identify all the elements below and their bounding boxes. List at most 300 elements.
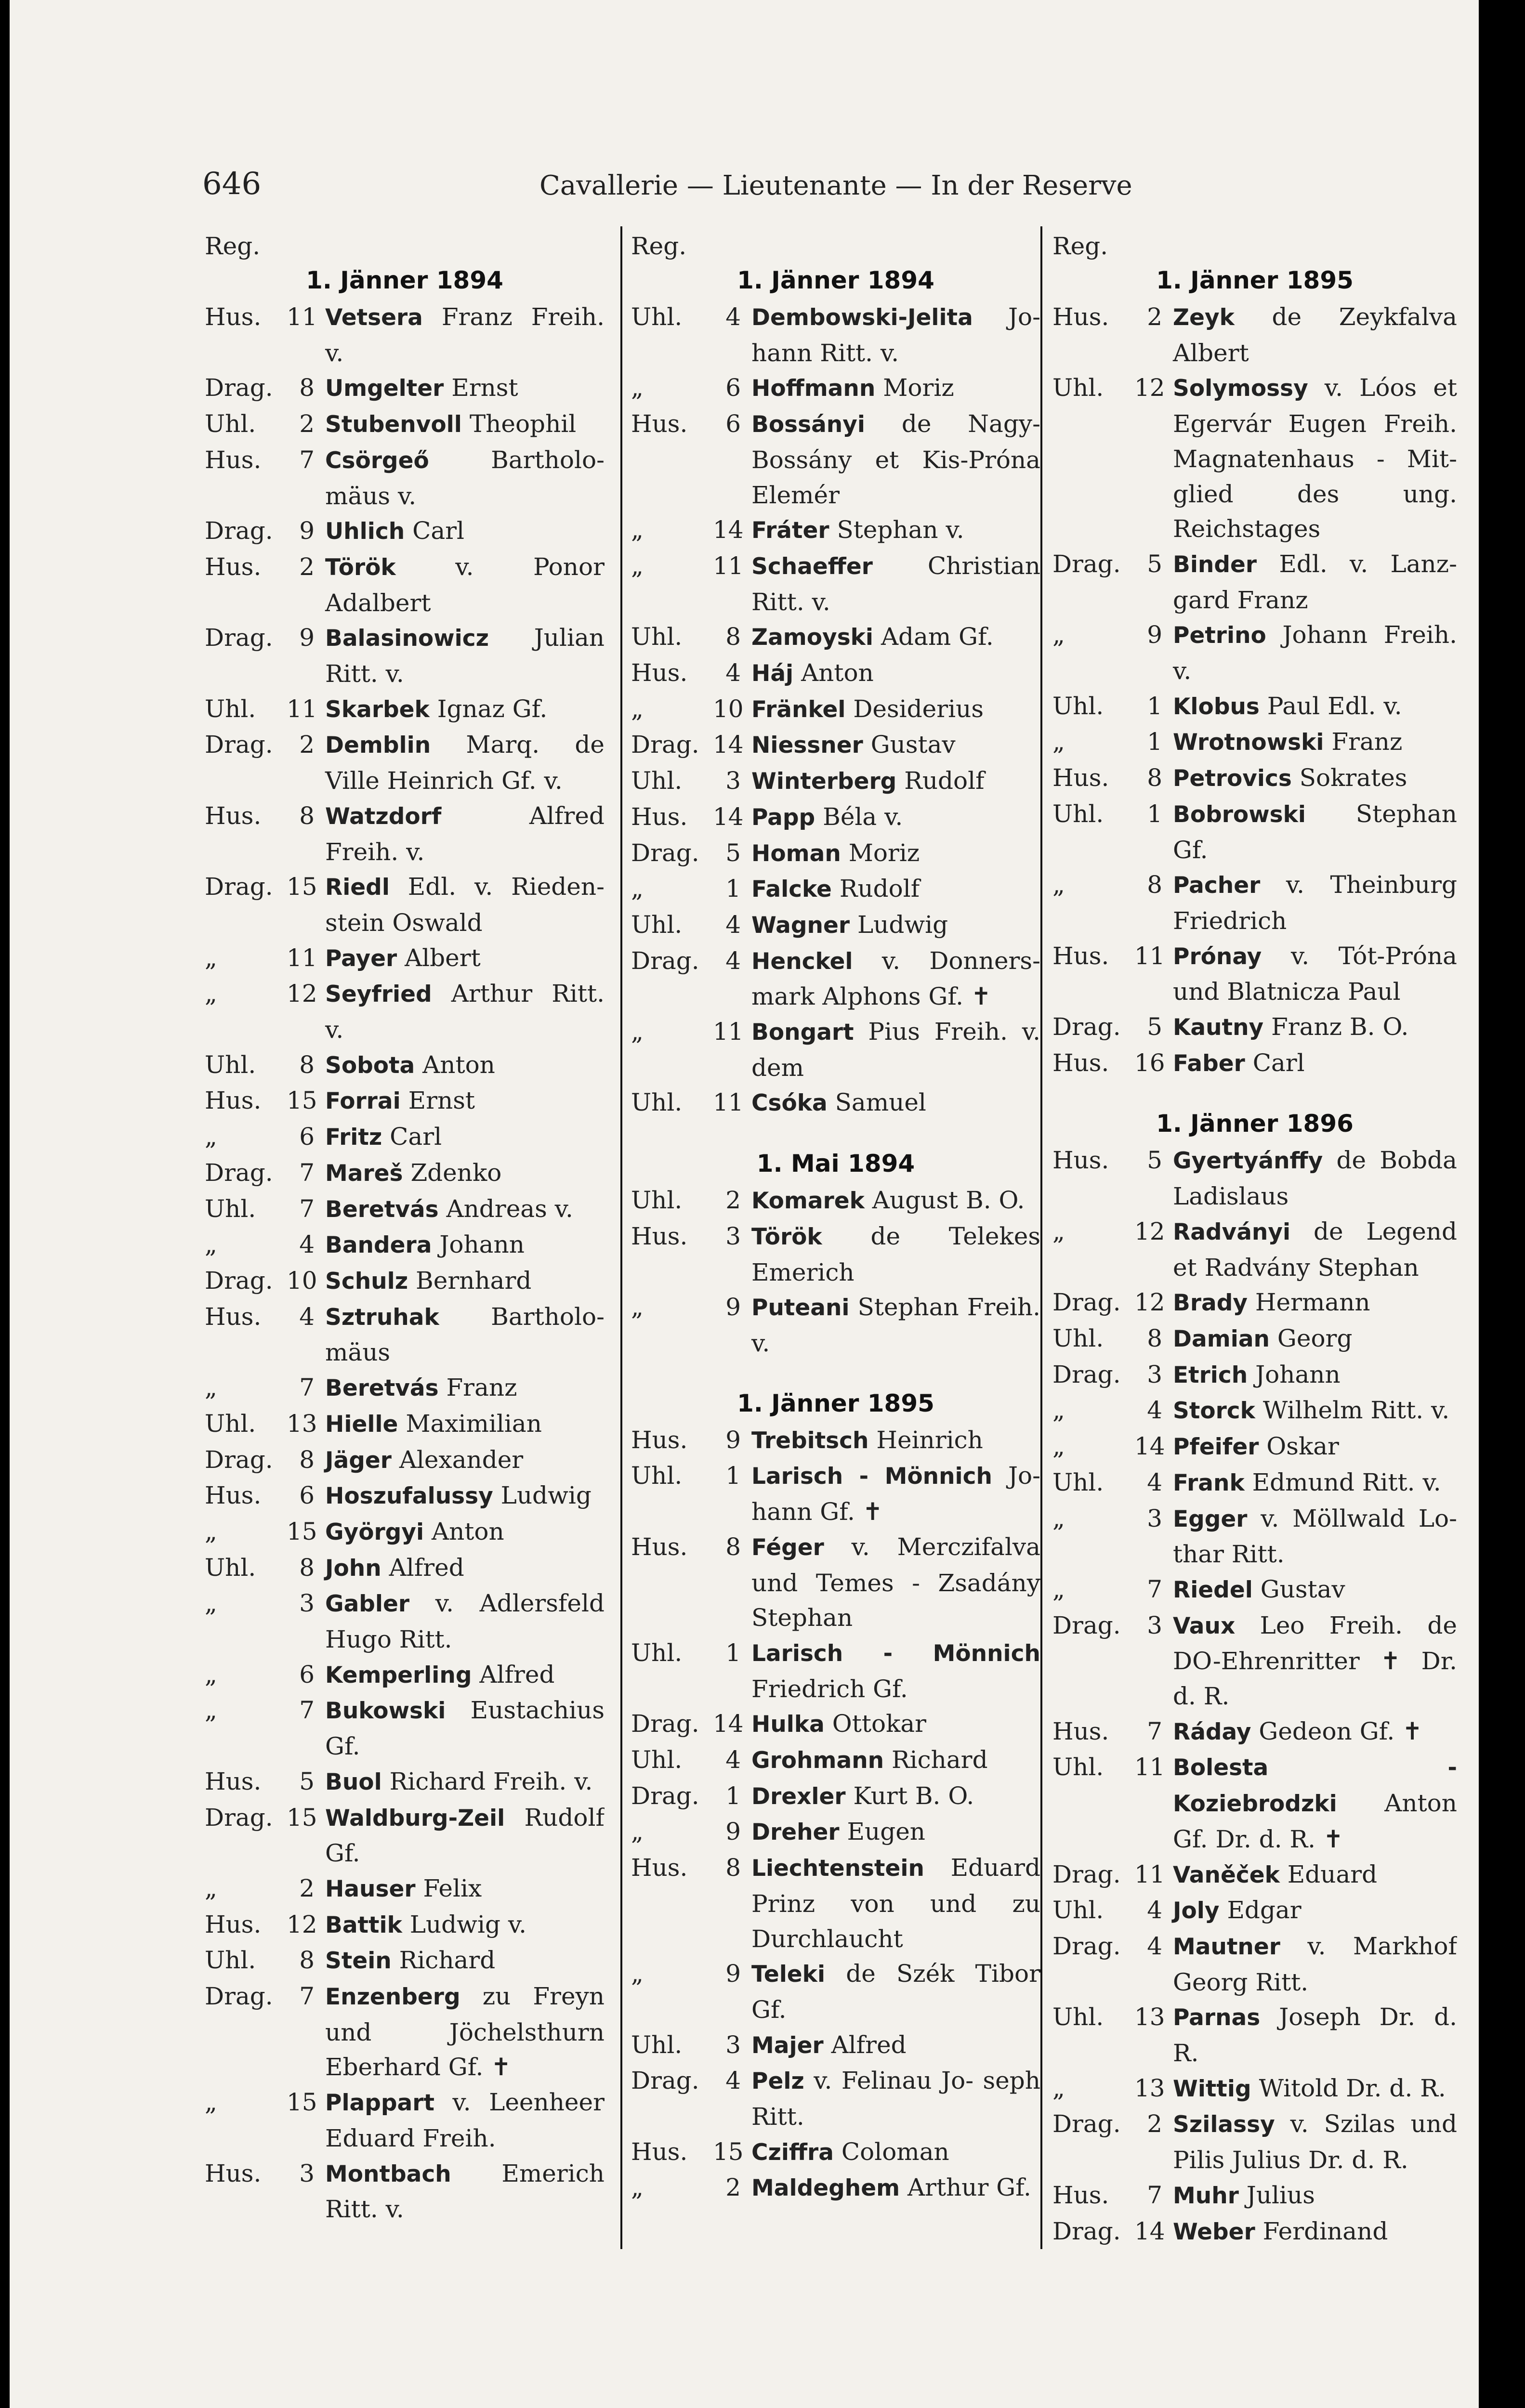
regiment-type: Drag. — [1052, 1611, 1121, 1639]
officer-name — [325, 370, 605, 406]
officer-entry — [631, 1183, 1040, 1219]
regiment-number: 8 — [299, 1445, 315, 1474]
officer-entry — [1052, 1285, 1457, 1321]
regiment-number: 6 — [725, 374, 741, 402]
book-page — [10, 0, 1479, 2408]
surname: Damian — [1173, 1325, 1270, 1352]
regiment-number: 2 — [299, 1874, 315, 1902]
regiment-number: 7 — [1147, 2181, 1162, 2209]
officer-entry — [631, 1814, 1040, 1850]
surname: Petrino — [1173, 622, 1266, 649]
name-details: Witold Dr. d. R. — [1259, 2074, 1446, 2102]
regiment-number: 8 — [299, 801, 315, 830]
regiment-number: 11 — [287, 303, 317, 331]
regiment-type: Uhl. — [1052, 374, 1104, 402]
page-header — [202, 166, 1435, 214]
name-details: Alfred Freih. v. — [325, 801, 605, 866]
regiment-type: Uhl. — [1052, 799, 1104, 828]
regiment-number: 2 — [725, 2173, 741, 2202]
surname: Bossányi — [751, 411, 865, 438]
name-details: Kurt B. O. — [853, 1781, 974, 1810]
regiment-number: 7 — [1147, 1575, 1162, 1603]
name-details: Arthur Ritt. v. — [325, 980, 605, 1044]
officer-name — [325, 1191, 605, 1228]
name-details: Andreas v. — [446, 1194, 573, 1223]
regiment-type: Hus. — [205, 1910, 262, 1938]
regiment-number: 13 — [287, 1409, 317, 1438]
name-details: Sokrates — [1299, 764, 1407, 792]
surname: Vaux — [1173, 1612, 1236, 1639]
surname: Grohmann — [751, 1747, 884, 1774]
regiment-number: 4 — [1147, 1396, 1162, 1425]
regiment-number: 6 — [299, 1481, 315, 1510]
officer-name — [1173, 760, 1457, 797]
name-details: Bernhard — [416, 1266, 532, 1295]
regiment-type: „ — [205, 1874, 217, 1902]
officer-name — [325, 1263, 605, 1299]
surname: Montbach — [325, 2160, 451, 2187]
regiment-number: 3 — [299, 2159, 315, 2187]
regiment-type: Uhl. — [205, 1050, 256, 1079]
surname: Hulka — [751, 1711, 825, 1738]
regiment-number: 6 — [299, 1660, 315, 1688]
name-details: Paul Edl. v. — [1267, 692, 1402, 720]
regiment-number: 14 — [1134, 2217, 1165, 2245]
regiment-type: Drag. — [631, 946, 699, 975]
name-details: Ludwig — [500, 1481, 592, 1510]
officer-name — [1173, 1214, 1457, 1285]
officer-name — [751, 512, 1040, 549]
officer-name — [325, 513, 605, 550]
regiment-type: Hus. — [1052, 2181, 1109, 2209]
name-details: Maximilian — [406, 1409, 542, 1438]
officer-name — [751, 2028, 1040, 2064]
regiment-number: 5 — [725, 838, 741, 867]
surname: Török — [751, 1223, 822, 1250]
regiment-type: „ — [1052, 1396, 1065, 1425]
regiment-number: 9 — [1147, 621, 1162, 649]
officer-name — [751, 1458, 1040, 1529]
officer-name — [325, 1442, 605, 1479]
regiment-type: Hus. — [1052, 1146, 1109, 1175]
officer-name — [751, 1779, 1040, 1815]
reg-label: Reg. — [205, 232, 261, 260]
officer-name — [325, 727, 605, 798]
regiment-number: 8 — [299, 1050, 315, 1079]
officer-entry — [205, 1227, 605, 1263]
surname: Storck — [1173, 1398, 1255, 1425]
officer-entry — [631, 727, 1040, 763]
regiment-number: 2 — [299, 410, 315, 438]
officer-entry — [631, 943, 1040, 1014]
surname: Frank — [1173, 1469, 1245, 1496]
regiment-number: 8 — [1147, 764, 1162, 792]
name-details: Moriz — [848, 838, 920, 867]
surname: Riedl — [325, 874, 390, 901]
officer-entry — [205, 692, 605, 728]
officer-name — [325, 1800, 605, 1871]
regiment-number: 10 — [713, 694, 744, 723]
name-details: Stephan Freih. v. — [751, 1293, 1040, 1357]
regiment-number: 15 — [287, 1086, 317, 1115]
surname: Mareš — [325, 1160, 403, 1187]
officer-entry — [205, 798, 605, 869]
officer-entry — [1052, 2071, 1457, 2107]
officer-name — [1173, 724, 1457, 760]
regiment-type: „ — [631, 374, 644, 402]
officer-entry — [205, 1657, 605, 1693]
column-3 — [1052, 231, 1457, 2273]
officer-entry — [205, 1871, 605, 1907]
officer-name — [325, 1047, 605, 1084]
officer-entry — [1052, 1429, 1457, 1465]
officer-entry — [205, 1299, 605, 1370]
officer-entry — [631, 1290, 1040, 1361]
column-divider — [1040, 226, 1042, 2249]
regiment-type: „ — [1052, 1217, 1065, 1245]
regiment-type: Drag. — [205, 624, 273, 652]
regiment-type: Uhl. — [205, 1553, 256, 1582]
officer-name — [1173, 300, 1457, 370]
name-details: Bartholo- mäus — [325, 1302, 605, 1367]
regiment-number: 2 — [299, 731, 315, 759]
surname: Hoffmann — [751, 375, 876, 402]
officer-name — [751, 907, 1040, 943]
regiment-type: Uhl. — [1052, 1324, 1104, 1352]
regiment-type: Drag. — [631, 1781, 699, 1810]
officer-entry — [205, 1514, 605, 1550]
surname: Csóka — [751, 1090, 828, 1117]
surname: Zeyk — [1173, 304, 1235, 331]
regiment-type: Uhl. — [1052, 2003, 1104, 2031]
name-details: Leo Freih. de DO-Ehrenritter ✝ Dr. d. R. — [1173, 1611, 1457, 1711]
officer-entry — [631, 1636, 1040, 1706]
name-details: Moriz — [883, 374, 954, 402]
officer-entry — [205, 1442, 605, 1479]
regiment-number: 8 — [725, 1532, 741, 1561]
officer-name — [751, 1085, 1040, 1121]
officer-entry — [205, 869, 605, 940]
surname: Bobrowski — [1173, 801, 1306, 828]
officer-entry — [1052, 689, 1457, 725]
regiment-type: Uhl. — [631, 1746, 683, 1774]
name-details: Anton Gf. Dr. d. R. ✝ — [1173, 1789, 1457, 1853]
regiment-number: 9 — [725, 1426, 741, 1454]
regiment-number: 11 — [713, 1088, 744, 1117]
officer-name — [325, 550, 605, 620]
surname: Dreher — [751, 1819, 840, 1846]
officer-name — [1173, 1393, 1457, 1429]
regiment-number: 3 — [725, 2030, 741, 2059]
regiment-type: Drag. — [631, 2067, 699, 2095]
regiment-type: Hus. — [205, 1302, 262, 1331]
regiment-type: Uhl. — [1052, 692, 1104, 720]
name-details: Hermann — [1255, 1288, 1370, 1317]
name-details: v. Merczifalva und Temes - Zsadány Stephan — [751, 1532, 1040, 1632]
regiment-type: Uhl. — [631, 767, 683, 795]
officer-entry — [1052, 2178, 1457, 2214]
officer-name — [1173, 547, 1457, 617]
officer-entry — [1052, 1143, 1457, 1214]
name-details: Alfred — [389, 1553, 464, 1582]
name-details: Béla v. — [823, 802, 903, 831]
regiment-type: Hus. — [631, 410, 688, 438]
regiment-type: „ — [205, 1696, 217, 1725]
surname: Homan — [751, 840, 841, 867]
officer-name — [325, 1478, 605, 1514]
name-details: Julian Ritt. v. — [325, 624, 605, 688]
surname: Majer — [751, 2032, 824, 2059]
officer-entry — [1052, 724, 1457, 760]
regiment-number: 15 — [287, 873, 317, 901]
name-details: Coloman — [841, 2137, 949, 2166]
officer-entry — [631, 1085, 1040, 1121]
regiment-type: „ — [631, 1960, 644, 1988]
regiment-number: 1 — [1147, 728, 1162, 756]
officer-name — [325, 1764, 605, 1800]
name-details: Julius — [1246, 2181, 1315, 2209]
surname: Liechtenstein — [751, 1855, 924, 1882]
surname: Kautny — [1173, 1014, 1264, 1041]
name-details: Franz B. O. — [1271, 1013, 1409, 1041]
surname: Kemperling — [325, 1662, 472, 1688]
officer-name — [325, 1155, 605, 1191]
regiment-type: Uhl. — [631, 303, 683, 331]
regiment-type: „ — [631, 1818, 644, 1846]
surname: Stein — [325, 1948, 392, 1975]
officer-entry — [205, 1370, 605, 1406]
regiment-number: 7 — [299, 1194, 315, 1223]
surname: Muhr — [1173, 2182, 1239, 2209]
regiment-type: Hus. — [205, 1481, 262, 1510]
name-details: Edl. v. Lanz- gard Franz — [1173, 550, 1457, 614]
officer-entry — [205, 2156, 605, 2227]
name-details: Ernst — [451, 374, 518, 402]
regiment-type: Drag. — [631, 838, 699, 867]
surname: Cziffra — [751, 2139, 834, 2166]
surname: Pelz — [751, 2068, 804, 2095]
regiment-number: 4 — [725, 1746, 741, 1774]
section-date-heading: 1. Jänner 1896 — [1156, 1110, 1354, 1138]
regiment-number: 8 — [299, 1553, 315, 1582]
regiment-number: 5 — [1147, 1146, 1162, 1175]
officer-entry — [205, 1155, 605, 1191]
surname: Balasinowicz — [325, 625, 489, 652]
officer-entry — [205, 550, 605, 620]
regiment-type: „ — [205, 943, 217, 972]
officer-entry — [205, 1586, 605, 1657]
surname: Schaeffer — [751, 553, 873, 580]
regiment-type: Uhl. — [631, 1638, 683, 1667]
surname: Bukowski — [325, 1698, 446, 1725]
officer-name — [1173, 1572, 1457, 1608]
surname: Riedel — [1173, 1576, 1253, 1603]
officer-name — [751, 619, 1040, 655]
name-details: Marq. de Ville Heinrich Gf. v. — [325, 731, 605, 795]
regiment-type: Hus. — [205, 801, 262, 830]
officer-name — [1173, 1608, 1457, 1714]
regiment-number: 4 — [725, 303, 741, 331]
name-details: Samuel — [835, 1088, 926, 1117]
officer-name — [325, 1083, 605, 1119]
surname: Skarbek — [325, 696, 430, 723]
officer-entry — [205, 1263, 605, 1299]
surname: Etrich — [1173, 1361, 1248, 1388]
regiment-type: Drag. — [205, 1445, 273, 1474]
regiment-number: 11 — [1134, 1860, 1165, 1888]
regiment-number: 6 — [299, 1123, 315, 1151]
name-details: Johann — [1255, 1360, 1341, 1388]
name-details: Anton — [431, 1517, 504, 1545]
name-details: Anton — [801, 659, 874, 687]
section-date-heading: 1. Jänner 1895 — [737, 1389, 934, 1417]
officer-name — [325, 1979, 605, 2085]
officer-entry — [631, 512, 1040, 549]
regiment-type: „ — [205, 1374, 217, 1402]
surname: Enzenberg — [325, 1984, 460, 2011]
section-date-heading: 1. Jänner 1894 — [737, 266, 934, 294]
regiment-type: „ — [205, 2088, 217, 2117]
surname: Winterberg — [751, 768, 897, 795]
name-details: Stephan Gf. — [1173, 799, 1457, 864]
name-details: Gedeon Gf. ✝ — [1259, 1717, 1423, 1745]
name-details: Eduard Prinz von und zu Durchlaucht — [751, 1854, 1040, 1953]
name-details: Edmund Ritt. v. — [1252, 1468, 1441, 1496]
regiment-number: 6 — [725, 410, 741, 438]
regiment-number: 2 — [1147, 303, 1162, 331]
regiment-type: Hus. — [631, 1532, 688, 1561]
regiment-type: Drag. — [205, 873, 273, 901]
regiment-type: „ — [631, 516, 644, 544]
name-details: Bartholo- mäus v. — [325, 445, 605, 510]
surname: Csörgeő — [325, 447, 429, 474]
officer-name — [1173, 617, 1457, 688]
surname: Pfeifer — [1173, 1434, 1259, 1461]
officer-entry — [205, 1191, 605, 1228]
regiment-type: „ — [205, 1123, 217, 1151]
regiment-type: Hus. — [205, 2159, 262, 2187]
regiment-type: Uhl. — [1052, 1896, 1104, 1924]
name-details: Alfred — [831, 2030, 907, 2059]
regiment-type: Drag. — [1052, 2217, 1121, 2245]
name-details: Carl — [1252, 1048, 1305, 1077]
officer-name — [1173, 1714, 1457, 1750]
regiment-type: Hus. — [1052, 1048, 1109, 1077]
regiment-number: 11 — [713, 551, 744, 580]
regiment-type: Hus. — [205, 445, 262, 474]
regiment-number: 12 — [287, 980, 317, 1008]
surname: Sobota — [325, 1052, 415, 1079]
officer-name — [1173, 1893, 1457, 1929]
surname: Umgelter — [325, 375, 444, 402]
officer-name — [325, 300, 605, 370]
name-details: Jo- hann Gf. ✝ — [751, 1462, 1040, 1526]
regiment-type: Uhl. — [631, 623, 683, 651]
surname: Zamoyski — [751, 624, 874, 651]
name-details: Ignaz Gf. — [437, 694, 548, 723]
name-details: Rudolf Gf. — [325, 1803, 605, 1868]
surname: Ráday — [1173, 1718, 1251, 1745]
name-details: Ludwig — [857, 910, 948, 939]
officer-name — [1173, 1321, 1457, 1357]
surname: Gyertyánffy — [1173, 1148, 1323, 1175]
regiment-number: 3 — [1147, 1360, 1162, 1388]
surname: Maldeghem — [751, 2175, 900, 2202]
surname: Klobus — [1173, 693, 1260, 720]
regiment-number: 1 — [725, 1781, 741, 1810]
officer-entry — [1052, 2107, 1457, 2177]
surname: Trebitsch — [751, 1427, 869, 1454]
name-details: Stephan v. — [837, 516, 964, 544]
regiment-number: 15 — [287, 1517, 317, 1545]
officer-name — [751, 300, 1040, 370]
officer-entry — [1052, 1750, 1457, 1857]
regiment-number: 2 — [725, 1186, 741, 1215]
name-details: Friedrich Gf. — [751, 1675, 908, 1703]
officer-entry — [631, 799, 1040, 836]
officer-name — [325, 1406, 605, 1442]
regiment-number: 11 — [287, 694, 317, 723]
officer-name — [751, 1290, 1040, 1361]
regiment-number: 7 — [299, 1374, 315, 1402]
surname: Mautner — [1173, 1933, 1280, 1960]
surname: Puteani — [751, 1295, 850, 1322]
officer-name — [751, 1530, 1040, 1636]
officer-entry — [205, 1406, 605, 1442]
officer-name — [1173, 797, 1457, 867]
regiment-type: Hus. — [1052, 764, 1109, 792]
regiment-type: Drag. — [1052, 550, 1121, 578]
officer-entry — [1052, 1608, 1457, 1714]
regiment-number: 14 — [713, 516, 744, 544]
regiment-number: 13 — [1134, 2003, 1165, 2031]
regiment-type: Drag. — [205, 374, 273, 402]
officer-entry — [1052, 1929, 1457, 2000]
regiment-number: 4 — [1147, 1932, 1162, 1960]
regiment-number: 14 — [713, 731, 744, 759]
regiment-number: 7 — [299, 1982, 315, 2011]
regiment-type: Hus. — [631, 802, 688, 831]
officer-entry — [631, 1956, 1040, 2027]
name-details: Felix — [423, 1874, 482, 1902]
officer-entry — [631, 871, 1040, 907]
regiment-type: Hus. — [205, 552, 262, 581]
surname: Hielle — [325, 1411, 398, 1438]
officer-name — [751, 692, 1040, 728]
name-details: Albert — [405, 943, 481, 972]
name-details: Eugen — [847, 1818, 925, 1846]
page-number: 646 — [202, 166, 262, 202]
officer-entry — [205, 620, 605, 691]
name-details: Carl — [390, 1123, 442, 1151]
name-details: Joseph Dr. d. R. — [1173, 2003, 1457, 2068]
surname: Henckel — [751, 948, 853, 975]
surname: Beretvás — [325, 1196, 439, 1223]
regiment-type: Drag. — [631, 1710, 699, 1738]
officer-entry — [205, 1083, 605, 1119]
name-details: de Zeykfalva Albert — [1173, 303, 1457, 367]
officer-entry — [205, 406, 605, 443]
name-details: de Bobda Ladislaus — [1173, 1146, 1457, 1211]
officer-entry — [205, 513, 605, 550]
regiment-number: 8 — [725, 623, 741, 651]
name-details: Alfred — [479, 1660, 555, 1688]
regiment-number: 12 — [287, 1910, 317, 1938]
officer-name — [1173, 689, 1457, 725]
name-details: Carl — [412, 517, 465, 545]
officer-name — [325, 406, 605, 443]
officer-name — [751, 727, 1040, 763]
